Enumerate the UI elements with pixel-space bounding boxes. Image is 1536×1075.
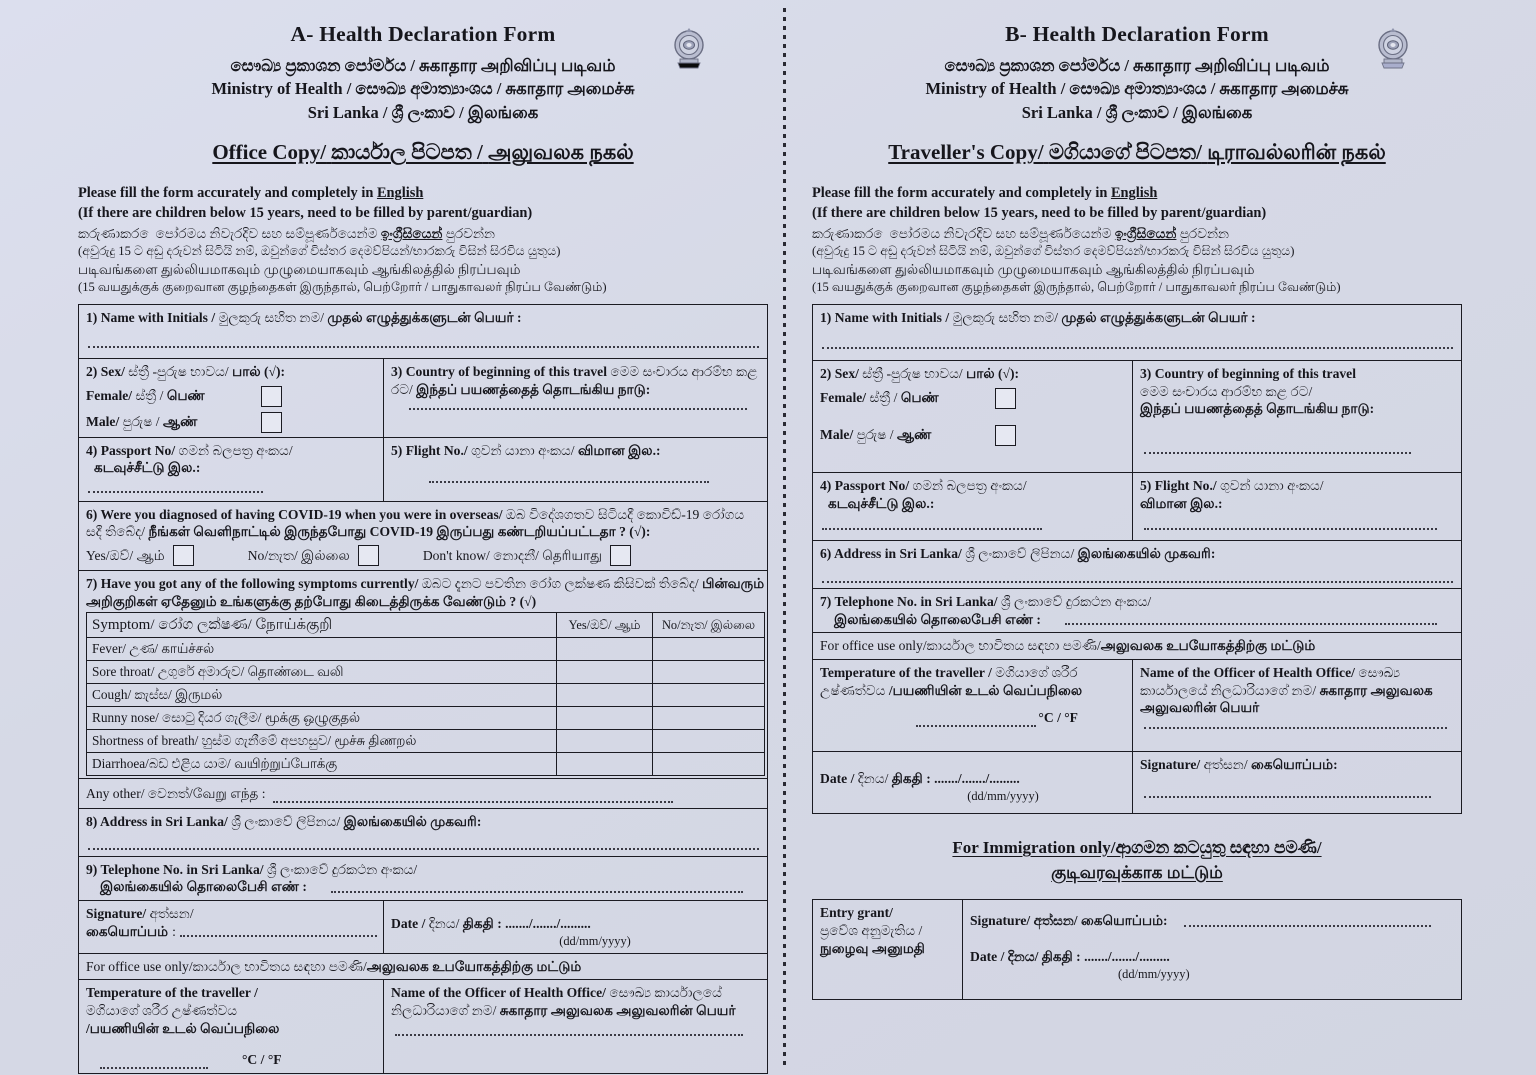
table-row: [87, 684, 765, 707]
row-any-other: [79, 778, 768, 808]
symptom-no-cell[interactable]: [653, 684, 765, 707]
form-a-header: [78, 0, 768, 167]
symptom-yes-cell[interactable]: [557, 638, 653, 661]
instruction-line-2: (If there are children below 15 years, need to be filled by parent/guardian): [78, 205, 533, 222]
instruction-line-6: (15 வயதுக்குக் குறைவான குழந்தைகள் இருந்தால், பெற்றோர் / பாதுகாவலர் நிரப்ப வேண்டும்): [812, 280, 1341, 295]
instruction-line-3: කරුණාකර ෙපෝරමය නිවැරදිව සහ සම්පූර්ණයෙන්ම ඉංග්‍රීසියෙන් පුරවන්න: [812, 225, 1230, 241]
col-yes: Yes/ඔව්/ ஆம்: [557, 613, 653, 638]
symptom-yes-cell[interactable]: [557, 753, 653, 776]
q9-second-line: இலங்கையில் தொலைபேசி எண் :: [86, 878, 761, 896]
cell-name[interactable]: 1) Name with Initials / මුලකුරු සහිත නම/ முதல் எழுத்துக்களுடன் பெயர் :: [79, 304, 768, 358]
row-q6-address: [813, 540, 1462, 588]
row-name: [79, 304, 768, 358]
signature-input-line[interactable]: [1144, 796, 1431, 798]
cell-q6[interactable]: 6) Were you diagnosed of having COVID-19 when you were in overseas/ ඔබ විදේශගතව සිටියදී කොවිඩ්-19 රෝගය සදී තිබේද/ நீங்கள் வெளிநாட்டில் இருந்தபோது COVID-19 இருப்பது கண்டறியப்பட்டதா ? (√): Yes/ඔව්/ ஆம் No/නැත/ இல்லை Don't know/ නොදනී/ தெரியாது: [79, 501, 768, 570]
officer-name-input-line[interactable]: [395, 1034, 743, 1036]
row-entry-grant: [813, 900, 1462, 1000]
date-input-line[interactable]: : ......./......./.........: [926, 770, 1020, 786]
telephone-input-line[interactable]: [1065, 623, 1437, 625]
cell-sex[interactable]: 2) Sex/ ස්ත්‍රී -පුරුෂ භාවය/ பால் (√): Female/ ස්ත්‍රී / பெண் Male/ පුරුෂ / ஆண்: [813, 360, 1133, 472]
cell-signature[interactable]: [1133, 751, 1462, 813]
country-input-line[interactable]: [409, 408, 747, 410]
symptom-yes-cell[interactable]: [557, 661, 653, 684]
country-line: Sri Lanka / ශ්‍රී ලංකාව / இலங்கை: [1021, 102, 1253, 122]
symptom-no-cell[interactable]: [653, 661, 765, 684]
country-input-line[interactable]: [1144, 452, 1411, 454]
cell-office-use-header: For office use only/කාර්යාල භාවිතය සඳහා පමණි/அலுவலக உபயோகத்திற்கு மட்டும்: [79, 953, 768, 980]
immigration-signature-row: Signature/ අත්සන/ கையொப்பம்:: [970, 912, 1455, 930]
row-office-use-header: [79, 953, 768, 980]
row-date-signature: [813, 751, 1462, 813]
row-sex-country: [79, 358, 768, 437]
cell-country-of-travel[interactable]: 3) Country of beginning of this travel මෙම සංචාරය ආරම්භ කළ රට/ இந்தப் பயணத்தைத் தொடங்கிய நாடு:: [384, 358, 768, 437]
form-a-title: A- Health Declaration Form: [290, 22, 556, 46]
ministry-line-2: Ministry of Health / සෞඛ්‍ය අමාත්‍යාංශය / சுகாதார அமைச்சு: [211, 79, 635, 99]
cell-q7[interactable]: 7) Telephone No. in Sri Lanka/ ශ්‍රී ලංකාවේ දුරකථන අංකය/ இலங்கையில் தொலைபேசி எண் :: [813, 588, 1462, 632]
cell-date[interactable]: [384, 900, 768, 953]
signature-label: Signature/ අත්සන/: [86, 905, 194, 921]
temperature-input-line[interactable]: [916, 725, 1036, 727]
table-row: [87, 707, 765, 730]
name-input-line[interactable]: [88, 346, 759, 348]
instruction-line-4: (අවුරුදු 15 ට අඩු දරුවන් සිටියි නම්, ඔවුන්ගේ විස්තර දෙමව්පියන්/භාරකරු විසින් සිරවිය යුතුය): [812, 243, 1295, 258]
q6-yes-checkbox[interactable]: [173, 545, 194, 566]
male-checkbox[interactable]: [995, 425, 1016, 446]
q6-dontknow-label: Don't know/ නොදනී/ தெரியாது: [422, 547, 603, 563]
cell-flight[interactable]: 5) Flight No./ ගුවන් යානා අංකය/ விமான இல.:: [384, 437, 768, 501]
flight-input-line[interactable]: [429, 481, 709, 483]
cell-passport[interactable]: 4) Passport No/ ගමන් බලපත්‍ර අංකය/ கடவுச்சீட்டு இல.:: [813, 472, 1133, 540]
male-label: Male/ පුරුෂ / ஆண்: [86, 414, 198, 430]
immigration-date-row: Date / දිනය/ திகதி : ......./......./.........: [970, 948, 1170, 964]
form-b-traveller-copy: [812, 0, 1462, 1000]
temperature-input-line[interactable]: [100, 1067, 208, 1069]
address-input-line[interactable]: [822, 581, 1453, 583]
row-female: [820, 388, 1126, 409]
table-row: [87, 638, 765, 661]
female-label: Female/ ස්ත්‍රී / பெண்: [820, 390, 939, 406]
row-q7-telephone: [813, 588, 1462, 632]
form-b-copy-label: Traveller's Copy/ මගියාගේ පිටපත/ டிராவல்லரின் நகல்: [888, 140, 1386, 165]
row-male: [820, 425, 1126, 446]
signature-label: Signature/ අත්සන/ கையொப்பம்:: [1140, 756, 1338, 772]
country-line: Sri Lanka / ශ්‍රී ලංකාව / இலங்கை: [307, 102, 539, 122]
passport-input-line[interactable]: [822, 528, 1042, 530]
form-b-instructions: [812, 183, 1462, 297]
ministry-line-1: සෞඛ්‍ය ප්‍රකාශන පෝර්මය / சுகாதார அறிவிப்பு படிவம்: [944, 56, 1330, 75]
instruction-line-5: படிவங்களை துல்லியமாகவும் முழுமையாகவும் ஆங்கிலத்தில் நிரப்பவும்: [78, 262, 521, 278]
row-office-use-header: [813, 633, 1462, 660]
address-input-line[interactable]: [88, 848, 759, 850]
row-q9-telephone: [79, 856, 768, 900]
cell-flight[interactable]: 5) Flight No./ ගුවන් යානා අංකය/ விமான இல.:: [1133, 472, 1462, 540]
table-row: [87, 661, 765, 684]
table-row: [87, 753, 765, 776]
any-other-input-line[interactable]: [273, 801, 673, 803]
male-checkbox[interactable]: [261, 412, 282, 433]
cell-temperature[interactable]: Temperature of the traveller / මගියාගේ ශරීර උෂ්ණත්වය /பயணியின் உடல் வெப்பநிலை °C / °F: [813, 659, 1133, 751]
immigration-date-input-line[interactable]: ......./......./.........: [1084, 948, 1170, 964]
form-a-instructions: [78, 183, 768, 297]
q6-no-checkbox[interactable]: [358, 545, 379, 566]
cell-q9[interactable]: 9) Telephone No. in Sri Lanka/ ශ්‍රී ලංකාවේ දුරකථන අංකය/ இலங்கையில் தொலைபேசி எண் :: [79, 856, 768, 900]
row-female: [86, 386, 377, 407]
date-format-hint: (dd/mm/yyyy): [967, 788, 1039, 803]
instruction-line-1: Please fill the form accurately and completely in English: [78, 185, 424, 202]
symptom-yes-cell[interactable]: [557, 730, 653, 753]
row-sex-country: [813, 360, 1462, 472]
row-passport-flight: [79, 437, 768, 501]
passport-input-line[interactable]: [88, 491, 263, 493]
col-symptom: Symptom/ රෝග ලක්ෂණ/ நோய்க்குறி: [87, 613, 557, 638]
row-temp-officer: [813, 659, 1462, 751]
cell-passport[interactable]: 4) Passport No/ ගමන් බලපත්‍ර අංකය/ கடவுச்சீட்டு இல.:: [79, 437, 384, 501]
signature-input-line[interactable]: [180, 935, 377, 937]
symptoms-table: [86, 612, 765, 776]
symptom-label: Diarrhoea/බඩ එළිය යාම/ வயிற்றுப்போக்கு: [87, 753, 557, 776]
form-a-copy-label: Office Copy/ කාර්යාල පිටපත / அலுவலக நகல்: [212, 140, 634, 165]
q6-yes-label: Yes/ඔව්/ ஆம்: [86, 547, 165, 563]
cell-name[interactable]: 1) Name with Initials / මුලකුරු සහිත නම/ முதல் எழுத்துக்களுடன் பெயர் :: [813, 304, 1462, 360]
col-no: No/නැත/ இல்லை: [653, 613, 765, 638]
date-format-hint: (dd/mm/yyyy): [559, 933, 631, 948]
cell-officer-name[interactable]: Name of the Officer of Health Office/ සෞඛ්‍ය කාර්යාලයේ නිලධාරියාගේ නම/ சுகாதார அலுவலக அலுவலரின் பெயர்: [384, 980, 768, 1074]
cell-date[interactable]: [813, 751, 1133, 813]
flight-input-line[interactable]: [1144, 528, 1437, 530]
row-name: [813, 304, 1462, 360]
symptom-label: Cough/ කැස්ස/ இருமல்: [87, 684, 557, 707]
cell-immigration-sign-date[interactable]: [963, 900, 1462, 1000]
instruction-line-1: Please fill the form accurately and completely in English: [812, 185, 1158, 202]
row-signature-date: [79, 900, 768, 953]
cell-country-of-travel[interactable]: 3) Country of beginning of this travel මෙම සංචාරය ආරම්භ කළ රට/ இந்தப் பயணத்தைத் தொடங்கிய நாடு:: [1133, 360, 1462, 472]
telephone-input-line[interactable]: [331, 891, 743, 893]
row-q8-address: [79, 808, 768, 856]
symptom-label: Fever/ උණ/ காய்ச்சல்: [87, 638, 557, 661]
symptom-label: Runny nose/ සොටු දියර ගැලීම/ மூக்கு ஒழுகுதல்: [87, 707, 557, 730]
row-passport-flight: [813, 472, 1462, 540]
cell-q6[interactable]: 6) Address in Sri Lanka/ ශ්‍රී ලංකාවේ ලිපිනය/ இலங்கையில் முகவரி:: [813, 540, 1462, 588]
cell-temperature[interactable]: Temperature of the traveller / මගියාගේ ශරීර උෂ්ණත්වය /பயணியின் உடல் வெப்பநிலை °C / °F: [79, 980, 384, 1074]
date-label: Date / දිනය/ திகதி : ......./......./.........: [391, 915, 591, 931]
immigration-table: [812, 899, 1462, 1000]
symptom-no-cell[interactable]: [653, 638, 765, 661]
male-label: Male/ පුරුෂ / ஆண்: [820, 427, 932, 443]
immigration-section-title: For Immigration only/ආගමන කටයුතු සඳහා පමණි/ குடிவரவுக்காக மட்டும்: [952, 837, 1322, 882]
instruction-line-6: (15 வயதுக்குக் குறைவான குழந்தைகள் இருந்தால், பெற்றோர் / பாதுகாவலர் நிரப்ப வேண்டும்): [78, 280, 607, 295]
cell-any-other[interactable]: [79, 778, 768, 808]
instruction-line-2: (If there are children below 15 years, need to be filled by parent/guardian): [812, 205, 1267, 222]
cell-entry-grant: Entry grant/ ප්‍රවේශ අනුමැතිය / நுழைவு அனுமதி: [813, 900, 963, 1000]
female-label: Female/ ස්ත්‍රී / பெண்: [86, 388, 205, 404]
symptom-yes-cell[interactable]: [557, 684, 653, 707]
q6-no-label: No/නැත/ இல்லை: [247, 547, 350, 563]
cell-sex[interactable]: 2) Sex/ ස්ත්‍රී -පුරුෂ භාවය/ பால் (√): Female/ ස්ත්‍රී / பெண் Male/ පුරුෂ / ஆண்: [79, 358, 384, 437]
symptom-no-cell[interactable]: [653, 707, 765, 730]
ministry-line-1: සෞඛ්‍ය ප්‍රකාශන පෝර්මය / சுகாதார அறிவிப்பு படிவம்: [230, 56, 616, 75]
cell-office-use-header: For office use only/කාර්යාල භාවිතය සඳහා පමණි/அலுவலக உபயோகத்திற்கு மட்டும்: [813, 633, 1462, 660]
symptom-yes-cell[interactable]: [557, 707, 653, 730]
name-input-line[interactable]: [822, 347, 1453, 349]
female-checkbox[interactable]: [995, 388, 1016, 409]
female-checkbox[interactable]: [261, 386, 282, 407]
symptom-no-cell[interactable]: [653, 730, 765, 753]
symptom-label: Shortness of breath/ හුස්ම ගැනීමේ අපහසුව/ மூச்சு திணறல்: [87, 730, 557, 753]
instruction-line-4: (අවුරුදු 15 ට අඩු දරුවන් සිටියි නම්, ඔවුන්ගේ විස්තර දෙමව්පියන්/භාරකරු විසින් සිරවිය යුතුය): [78, 243, 561, 258]
table-row: [87, 730, 765, 753]
symptoms-header-row: [87, 613, 765, 638]
symptom-label: Sore throat/ උගුරේ අමාරුව/ தொண்டை வலி: [87, 661, 557, 684]
q6-dontknow-checkbox[interactable]: [610, 545, 631, 566]
date-input-line[interactable]: : ......./......./.........: [497, 915, 591, 931]
cell-officer-name[interactable]: Name of the Officer of Health Office/ සෞඛ්‍ය කාර්යාලයේ නිලධාරියාගේ නම/ சுகாதார அலுவலக அலுவலரின் பெயர்: [1133, 659, 1462, 751]
form-a-table: [78, 304, 768, 1074]
immigration-date-format-hint: (dd/mm/yyyy): [1118, 966, 1190, 981]
row-temp-officer: [79, 980, 768, 1074]
row-male: [86, 412, 377, 433]
immigration-signature-input-line[interactable]: [1184, 925, 1431, 927]
row-q7-symptoms: [79, 570, 768, 778]
ministry-line-2: Ministry of Health / සෞඛ්‍ය අමාත්‍යාංශය / சுகாதார அமைச்சு: [925, 79, 1349, 99]
q6-options: [86, 545, 761, 566]
sri-lanka-national-emblem-icon: [672, 26, 706, 70]
instruction-line-3: කරුණාකර ෙපෝරමය නිවැරදිව සහ සම්පූර්ණයෙන්ම ඉංග්‍රීසියෙන් පුරවන්න: [78, 225, 496, 241]
officer-name-input-line[interactable]: [1144, 727, 1447, 729]
row-q6-covid: [79, 501, 768, 570]
sri-lanka-national-emblem-icon: [1376, 26, 1410, 70]
cell-q8[interactable]: 8) Address in Sri Lanka/ ශ්‍රී ලංකාවේ ලිපිනය/ இலங்கையில் முகவரி:: [79, 808, 768, 856]
cell-signature[interactable]: Signature/ අත්සන/ கையொப்பம் :: [79, 900, 384, 953]
form-b-header: [812, 0, 1462, 167]
form-b-title: B- Health Declaration Form: [1005, 22, 1269, 46]
cell-q7: 7) Have you got any of the following symptoms currently/ ඔබට දැනට පවතින රෝග ලක්ෂණ කිසිවක් තිබේද/ பின்வரும் அறிகுறிகள் ஏதேனும் உங்களுக்கு தற்போது கிடைத்திருக்க வேண்டும் ? (√) Symptom/ රෝග ලක්ෂණ/ நோய்க்குறி Yes/ඔව්/ ஆம் No/නැත/ இல்லை Fever/ උණ/ காய்ச்சல் Sore throat/ උගුරේ අමාරුව/ தொண்டை வலி Cough/ කැස්ස/ இருமல் Runny nose/ සොටු දියර ගැලීම/ மூக்கு ஒழுகுதல் Shortness of breath/ හුස්ම ගැනීමේ අපහසුව/ மூச்சு திணறல் Diarrhoea/බඩ එළිය යාම/ வயிற்றுப்போக்கு: [79, 570, 768, 778]
form-a-office-copy: [78, 0, 768, 1074]
date-label: Date / දිනය/ திகதி : ......./......./.........: [820, 770, 1020, 786]
instruction-line-5: படிவங்களை துல்லியமாகவும் முழுமையாகவும் ஆங்கிலத்தில் நிரப்பவும்: [812, 262, 1255, 278]
perforation-divider: [783, 8, 786, 1068]
form-b-table: [812, 304, 1462, 814]
any-other-label: Any other/ වෙනත්/வேறு எந்த :: [86, 785, 266, 801]
symptom-no-cell[interactable]: [653, 753, 765, 776]
